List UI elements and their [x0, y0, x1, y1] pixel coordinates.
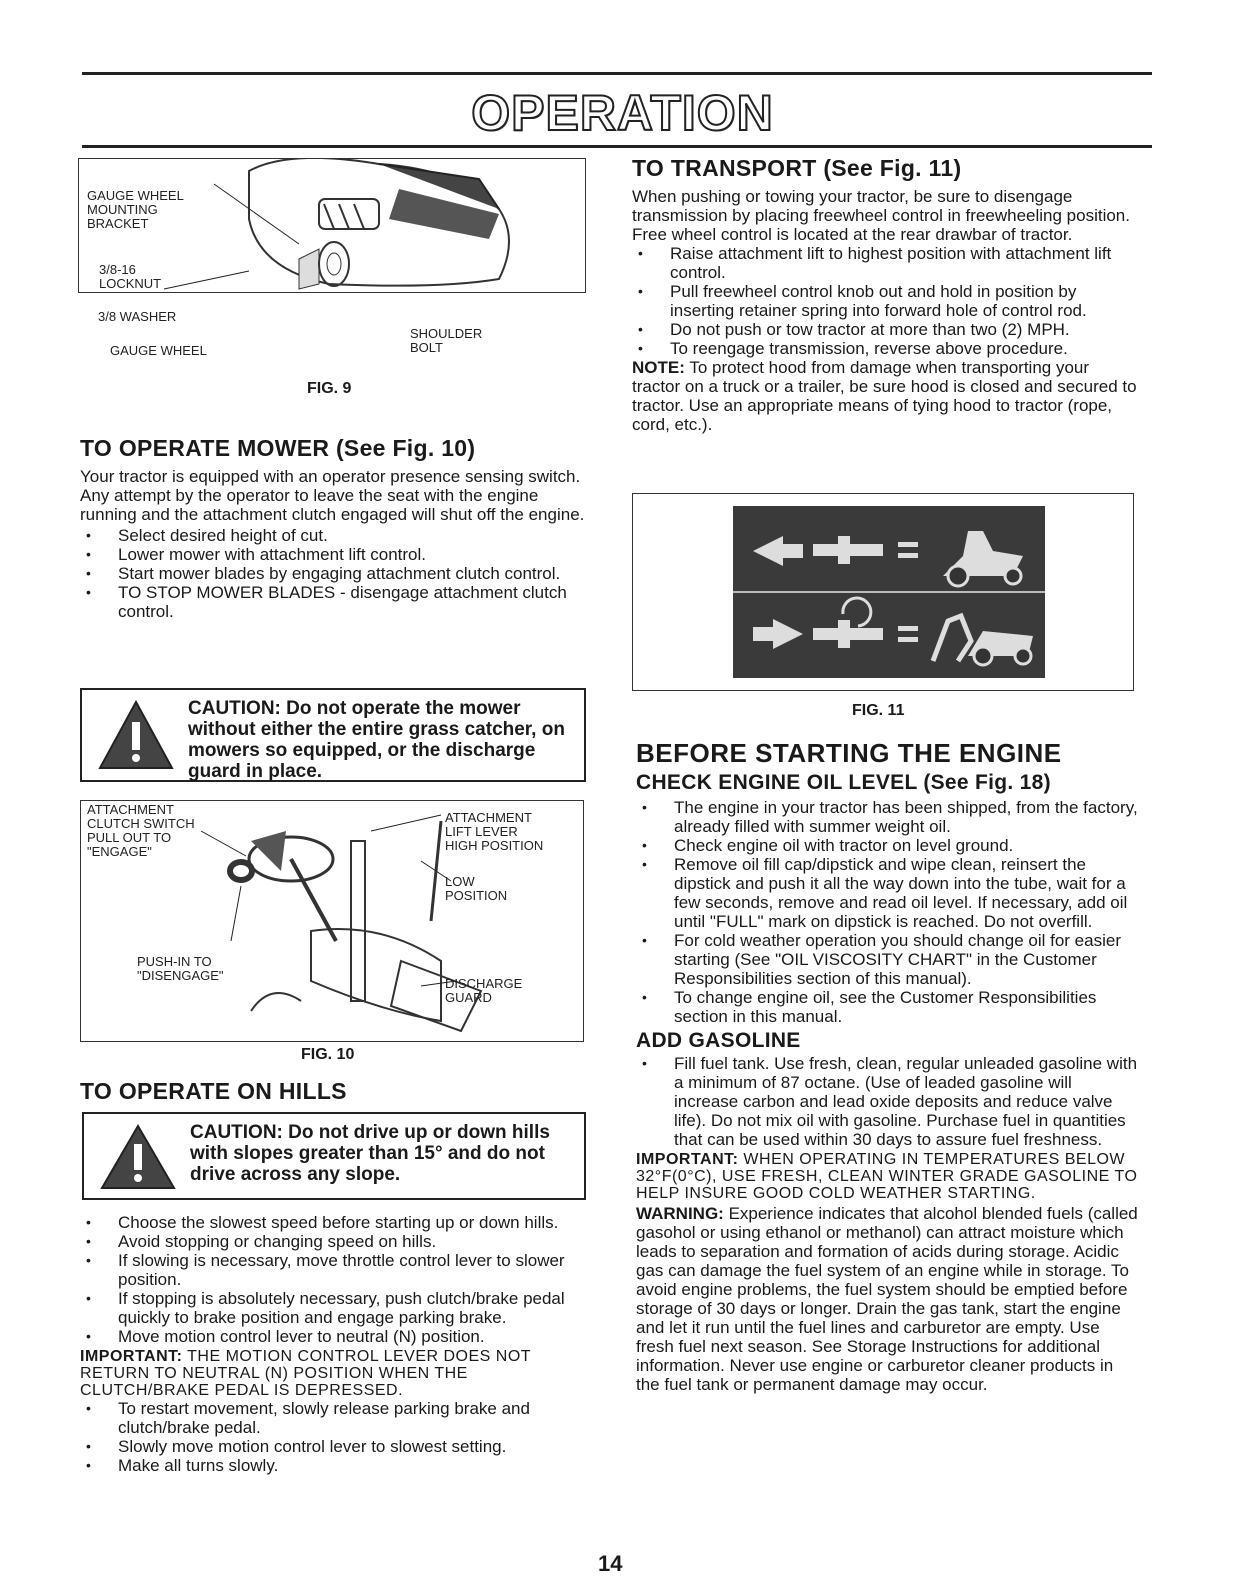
hills-important: IMPORTANT: THE MOTION CONTROL LEVER DOES NOT RETURN TO NEUTRAL (N) POSITION WHEN THE CLUTCH/BRAKE PEDAL IS DEPRESSED. — [80, 1348, 531, 1399]
operate-mower-intro: Your tractor is equipped with an operator presence sensing switch. Any attempt by the operator to leave the seat with the engine running and the attachment clutch engaged will shut off the engine. — [80, 467, 585, 524]
list-item: • To restart movement, slowly release parking brake and clutch/brake pedal. — [80, 1399, 590, 1437]
figure-11 — [632, 493, 1134, 691]
list-item: • Start mower blades by engaging attachment clutch control. — [80, 564, 585, 583]
fig9-label-washer: 3/8 WASHER — [98, 309, 177, 324]
list-item: • Do not push or tow tractor at more than two (2) MPH. — [632, 320, 1137, 339]
fig10-label-lift-lever: ATTACHMENT LIFT LEVER HIGH POSITION — [445, 810, 544, 853]
list-item: • For cold weather operation you should change oil for easier starting (See "OIL VISCOSITY CHART" in the Customer Responsibilities section of this manual). — [636, 931, 1138, 988]
freewheel-decal — [733, 506, 1045, 678]
caution-text-hills: CAUTION: Do not drive up or down hills with slopes greater than 15° and do not drive across any slope. — [190, 1122, 550, 1185]
oil-heading: CHECK ENGINE OIL LEVEL (See Fig. 18) — [636, 771, 1051, 794]
caution-box-hills — [82, 1112, 586, 1200]
section-hills — [80, 1213, 590, 1475]
list-item: • Raise attachment lift to highest position with attachment lift control. — [632, 244, 1137, 282]
gas-warning: WARNING: Experience indicates that alcohol blended fuels (called gasohol or using ethanol or methanol) can attract moisture which leads to separation and formation of acids during storage. Acidic gas can damage the fuel system of an engine while in storage. To avoid engine problems, the fuel system should be emptied before storage of 30 days or longer. Drain the gas tank, start the engine and let it run until the fuel lines and carburetor are empty. Use fresh fuel next season. See Storage Instructions for additional information. Never use engine or carburetor cleaner products in the fuel tank or permanent damage may occur. — [636, 1204, 1138, 1394]
fig10-label-clutch-switch: ATTACHMENT CLUTCH SWITCH PULL OUT TO "ENGAGE" — [87, 802, 195, 859]
list-item: • Check engine oil with tractor on level ground. — [636, 836, 1138, 855]
transport-note: NOTE: To protect hood from damage when transporting your tractor on a truck or a trailer, be sure hood is closed and secured to tractor. Use an appropriate means of tying hood to tractor (rope, cord, etc.). — [632, 358, 1137, 434]
list-item: • Choose the slowest speed before starting up or down hills. — [80, 1213, 590, 1232]
operate-mower-heading: TO OPERATE MOWER (See Fig. 10) — [80, 435, 476, 461]
list-item: • Slowly move motion control lever to slowest setting. — [80, 1437, 590, 1456]
list-item: • Avoid stopping or changing speed on hills. — [80, 1232, 590, 1251]
fig10-caption: FIG. 10 — [301, 1046, 355, 1063]
list-item: • Lower mower with attachment lift control. — [80, 545, 585, 564]
transport-list — [632, 244, 1137, 358]
list-item: • Fill fuel tank. Use fresh, clean, regular unleaded gasoline with a minimum of 87 octane. (Use of leaded gasoline will increase carbon and lead oxide deposits and reduce valve life). Do not mix oil with gasoline. Purchase fuel in quantities that can be used within 30 days to assure fuel freshness. — [636, 1054, 1138, 1149]
fig10-label-discharge-guard: DISCHARGE GUARD — [445, 976, 523, 1005]
list-item: • Make all turns slowly. — [80, 1456, 590, 1475]
page-number: 14 — [598, 1551, 623, 1576]
fig10-label-low-position: LOW POSITION — [445, 874, 508, 903]
transport-heading: TO TRANSPORT (See Fig. 11) — [632, 155, 962, 181]
title-rule — [82, 145, 1152, 148]
caution-text-mower: CAUTION: Do not operate the mower without either the entire grass catcher, on mowers so equipped, or the discharge guard in place. — [188, 698, 565, 782]
hills-list-2 — [80, 1399, 590, 1475]
list-item: • If stopping is absolutely necessary, push clutch/brake pedal quickly to brake position and engage parking brake. — [80, 1289, 590, 1327]
section-before-starting — [636, 738, 1138, 1394]
caution-box-mower — [80, 688, 586, 782]
hills-heading: TO OPERATE ON HILLS — [80, 1078, 347, 1104]
list-item: • Pull freewheel control knob out and hold in position by inserting retainer spring into forward hole of control rod. — [632, 282, 1137, 320]
before-start-heading: BEFORE STARTING THE ENGINE — [636, 738, 1062, 768]
section-operate-mower — [80, 435, 585, 621]
oil-list — [636, 798, 1138, 1026]
hills-list — [80, 1213, 590, 1346]
gas-list — [636, 1054, 1138, 1149]
fig10-label-push-in: PUSH-IN TO "DISENGAGE" — [137, 954, 224, 983]
list-item: • TO STOP MOWER BLADES - disengage attachment clutch control. — [80, 583, 585, 621]
list-item: • Remove oil fill cap/dipstick and wipe clean, reinsert the dipstick and push it all the way down into the tube, wait for a few seconds, remove and read oil level. If necessary, add oil until "FULL" mark on dipstick is reached. Do not overfill. — [636, 855, 1138, 931]
figure-9 — [78, 158, 586, 293]
page-title: OPERATION — [471, 85, 774, 141]
list-item: • Select desired height of cut. — [80, 526, 585, 545]
fig9-label-gauge-wheel: GAUGE WHEEL — [110, 343, 207, 358]
list-item: • The engine in your tractor has been shipped, from the factory, already filled with summer weight oil. — [636, 798, 1138, 836]
list-item: • Move motion control lever to neutral (N) position. — [80, 1327, 590, 1346]
top-rule — [82, 72, 1152, 75]
freewheel-decal-illustration — [733, 506, 1045, 678]
list-item: • To reengage transmission, reverse above procedure. — [632, 339, 1137, 358]
gas-important: IMPORTANT: WHEN OPERATING IN TEMPERATURES BELOW 32°F(0°C), USE FRESH, CLEAN WINTER GRADE GASOLINE TO HELP INSURE GOOD COLD WEATHER STARTING. — [636, 1151, 1138, 1202]
fig9-caption: FIG. 9 — [307, 380, 352, 397]
transport-intro: When pushing or towing your tractor, be sure to disengage transmission by placing freewheel control in freewheeling position. Free wheel control is located at the rear drawbar of tractor. — [632, 187, 1130, 244]
warning-triangle-icon — [98, 700, 174, 770]
fig11-caption: FIG. 11 — [852, 702, 905, 719]
fig9-label-bracket: GAUGE WHEEL MOUNTING BRACKET — [87, 188, 184, 231]
section-transport — [632, 155, 1137, 434]
operate-mower-list — [80, 526, 585, 621]
fig9-label-shoulder-bolt: SHOULDER BOLT — [410, 326, 483, 355]
gas-heading: ADD GASOLINE — [636, 1029, 801, 1052]
figure-10 — [80, 800, 584, 1042]
fig9-label-locknut: 3/8-16 LOCKNUT — [99, 262, 162, 291]
warning-triangle-icon — [100, 1124, 176, 1190]
list-item: • To change engine oil, see the Customer Responsibilities section in this manual. — [636, 988, 1138, 1026]
list-item: • If slowing is necessary, move throttle control lever to slower position. — [80, 1251, 590, 1289]
